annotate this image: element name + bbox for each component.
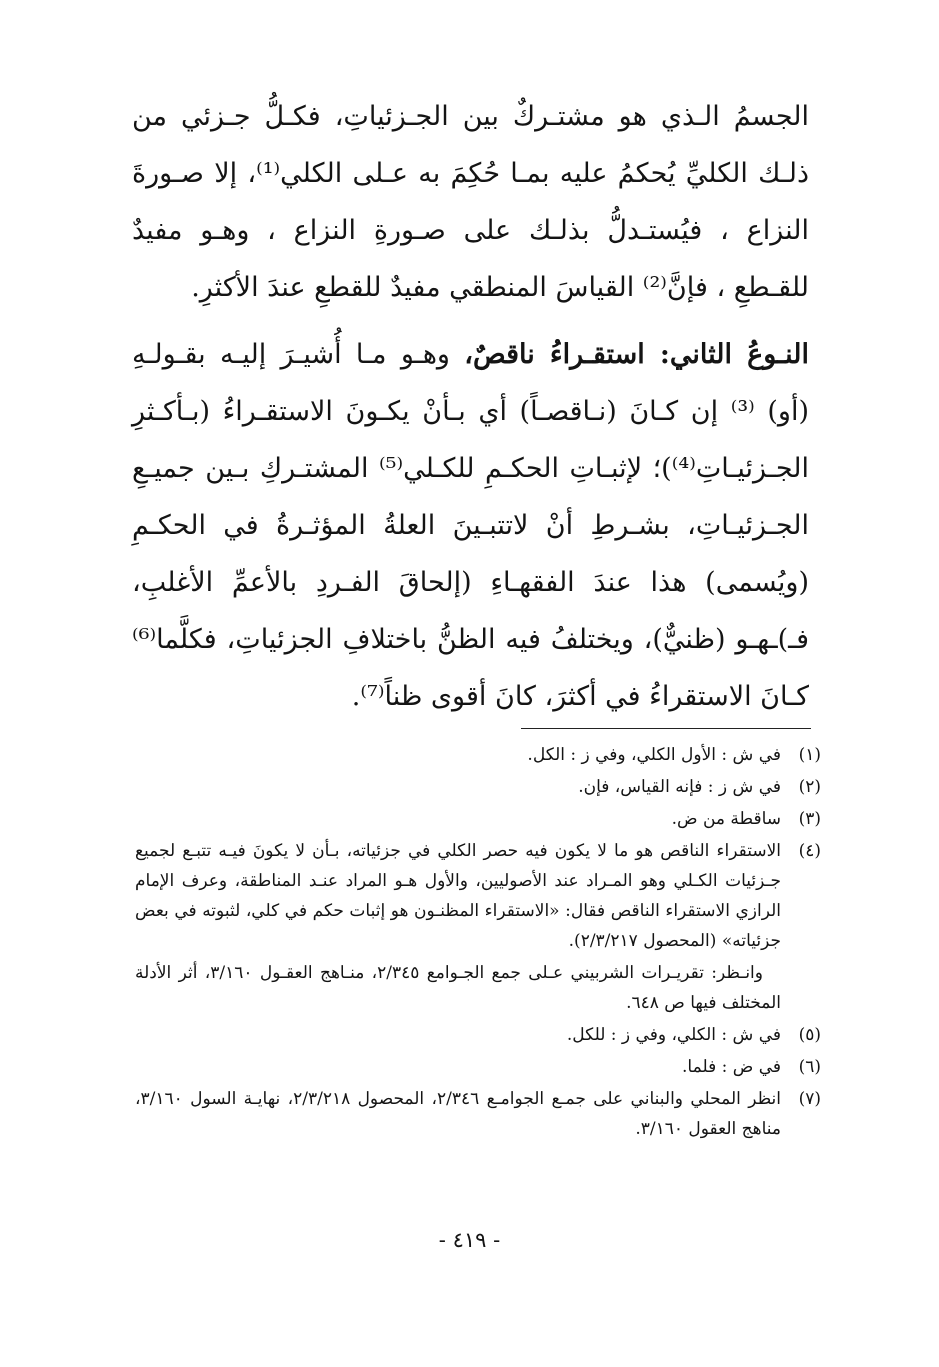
main-text bbox=[132, 88, 809, 725]
footnote-4-continuation: وانـظر: تقريـرات الشربيني عـلى جمع الجـوامع ٢/٣٤٥، منـاهج العقـول ٣/١٦٠، أثر الأدلة المختلف فيها ص ٦٤٨. bbox=[135, 963, 781, 1013]
footnote-separator bbox=[521, 728, 811, 729]
footnote-text: الاستقراء الناقص هو ما لا يكون فيه حصر الكلي في جزئياته، بـأن لا يكونَ فيـه تتبـع لجميع جـزئيات الكـلي وهو المـراد عند الأصوليين، والأول هـو المراد عنـد المناطقة، وعرف الإمام الرازي الاستقراء الناقص فقال: «الاستقراء المظنـون هو إثبات حكم في كلي، لثبوته في بعض جزئياته» (المحصول ٢/٣/٢١٧). bbox=[135, 841, 781, 951]
footnote-text: ساقطة من ض. bbox=[671, 809, 781, 829]
page-number: - ٤١٩ - bbox=[438, 1228, 501, 1252]
paragraph-2-heading: النـوعُ الثاني: استقـراءُ ناقصٌ، bbox=[464, 339, 809, 370]
footnote-text: في ش : الكلي، وفي ز : للكل. bbox=[566, 1025, 781, 1045]
paragraph-2 bbox=[132, 326, 809, 725]
footnote-7 bbox=[135, 1084, 821, 1144]
footnote-text: انظر المحلي والبناني على جمـع الجوامـع ٢/٣٤٦، المحصول ٢/٣/٢١٨، نهايـة السول ٣/١٦٠، مناهج العقول ٣/١٦٠. bbox=[135, 1089, 781, 1139]
footnote-4 bbox=[135, 836, 821, 956]
footnote-6 bbox=[135, 1052, 821, 1082]
footnote-number: (٣) bbox=[798, 809, 821, 829]
footnotes bbox=[135, 740, 821, 1146]
footnote-number: (٥) bbox=[798, 1025, 821, 1045]
footnote-number: (٧) bbox=[798, 1089, 821, 1109]
footnote-5 bbox=[135, 1020, 821, 1050]
footnote-2 bbox=[135, 772, 821, 802]
footnote-text: في ض : فلما. bbox=[682, 1057, 781, 1077]
footnote-number: (٤) bbox=[798, 841, 821, 861]
footnote-number: (١) bbox=[798, 745, 821, 765]
footnote-1 bbox=[135, 740, 821, 770]
footnote-text: في ش : الأول الكلي، وفي ز : الكل. bbox=[527, 745, 781, 765]
footnote-3 bbox=[135, 804, 821, 834]
footnote-text: في ش ز : فإنه القياس، فإن. bbox=[578, 777, 781, 797]
paragraph-1: الجسمُ الـذي هو مشتـركٌ بين الجـزئياتِ، فكـلُّ جـزئي من ذلـك الكليِّ يُحكمُ عليه بمـا حُكِمَ به عـلى الكلي⁽¹⁾، إلا صـورةَ النزاع ، فيُستـدلُّ بذلـك على صـورةِ النزاع ، وهـو مفيدٌ للقـطعِ ، فإنَّ⁽²⁾ القياسَ المنطقي مفيدٌ للقطعِ عندَ الأكثرِ. bbox=[132, 101, 809, 303]
paragraph-2-body: وهـو مـا أُشيـرَ إليـه بقـولـهِ (أو) ⁽³⁾ إن كـانَ (نـاقصـاً) أي بـأنْ يكـونَ الاستقـراءُ (بـأكـثرِ الجـزئيـاتِ⁽⁴⁾)؛ لإثبـاتِ الحكـمِ للكـلي⁽⁵⁾ المشتـركِ بـين جميـعِ الجـزئيـاتِ، بشـرطِ أنْ لاتتبـينَ العلةُ المؤثـرةُ في الحكـمِ (ويُسمى) هذا عندَ الفقهـاءِ (إلحاقَ الفـردِ بالأعمِّ الأغلبِ، فـ)ـهـو (ظنيٌّ)، ويختلفُ فيه الظنُّ باختلافِ الجزئياتِ، فكلَّما⁽⁶⁾ كـانَ الاستقراءُ في أكثرَ، كانَ أقوى ظناً⁽⁷⁾. bbox=[132, 339, 809, 712]
footnote-number: (٢) bbox=[798, 777, 821, 797]
footnote-number: (٦) bbox=[798, 1057, 821, 1077]
